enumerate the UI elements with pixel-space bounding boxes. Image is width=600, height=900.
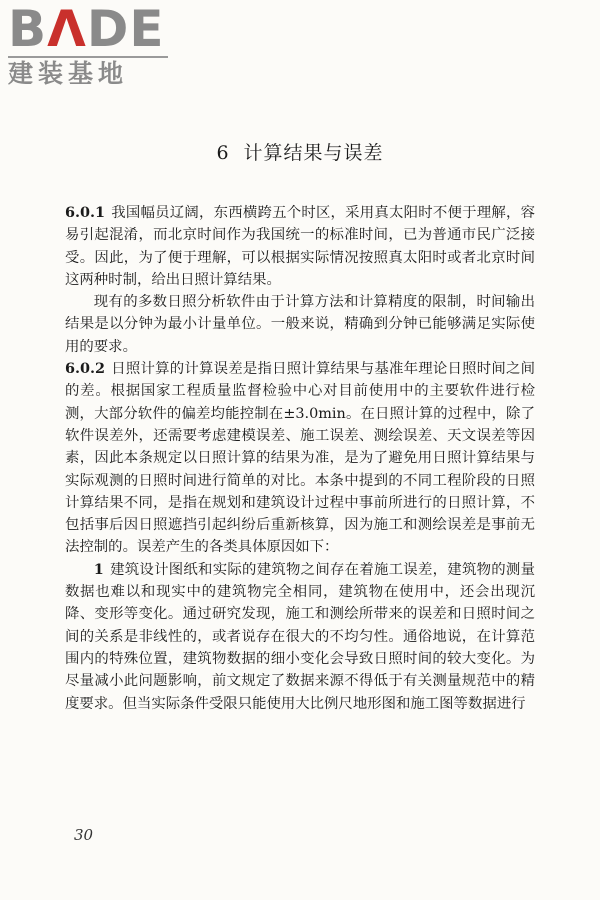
page-number: 30: [74, 826, 94, 844]
section-6-0-1-para-1: 6.0.1 我国幅员辽阔，东西横跨五个时区，采用真太阳时不便于理解，容易引起混淆，而北京时间作为我国统一的标准时间，已为普通市民广泛接受。因此，为了便于理解，可以根据实际情况按照真太阳时或者北京时间这两种时制，给出日照计算结果。: [65, 204, 535, 288]
list-item-number: 1: [93, 560, 104, 578]
logo-wordmark: BΛDE: [8, 0, 165, 58]
logo-subtitle: 建装基地: [8, 59, 129, 88]
page-body: [65, 202, 535, 715]
section-number: 6.0.2: [65, 360, 106, 378]
bade-logo: [8, 0, 178, 90]
chapter-title: [0, 138, 600, 165]
section-6-0-1-para-2: 现有的多数日照分析软件由于计算方法和计算精度的限制，时间输出结果是以分钟为最小计量单位。一般来说，精确到分钟已能够满足实际使用的要求。: [65, 294, 535, 355]
section-number: 6.0.1: [65, 204, 106, 221]
section-6-0-2-para-1: 6.0.2 日照计算的计算误差是指日照计算结果与基准年理论日照时间之间的差。根据国家工程质量监督检验中心对目前使用中的主要软件进行检测，大部分软件的偏差均能控制在±3.0min。在日照计算的过程中，除了软件误差外，还需要考虑建模误差、施工误差、测绘误差、天文误差等因素，因此本条规定以日照计算的结果为准，是为了避免用日照计算结果与实际观测的日照时间进行简单的对比。本条中提到的不同工程阶段的日照计算结果不同，是指在规划和建筑设计过程中事前所进行的日照计算，不包括事后因日照遮挡引起纠纷后重新核算，因为施工和测绘误差是事前无法控制的。误差产生的各类具体原因如下：: [65, 360, 535, 556]
list-item: 1 建筑设计图纸和实际的建筑物之间存在着施工误差，建筑物的测量数据也难以和现实中的建筑物完全相同，建筑物在使用中，还会出现沉降、变形等变化。通过研究发现，施工和测绘所带来的误差和日照时间之间的关系是非线性的，或者说存在很大的不均匀性。通俗地说，在计算范围内的特殊位置，建筑物数据的细小变化会导致日照时间的较大变化。为尽量减小此问题影响，前文规定了数据来源不得低于有关测量规范中的精度要求。但当实际条件受限只能使用大比例尺地形图和施工图等数据进行: [65, 560, 535, 712]
chapter-number: 6: [216, 142, 230, 164]
chapter-title-text: 计算结果与误差: [243, 142, 384, 164]
